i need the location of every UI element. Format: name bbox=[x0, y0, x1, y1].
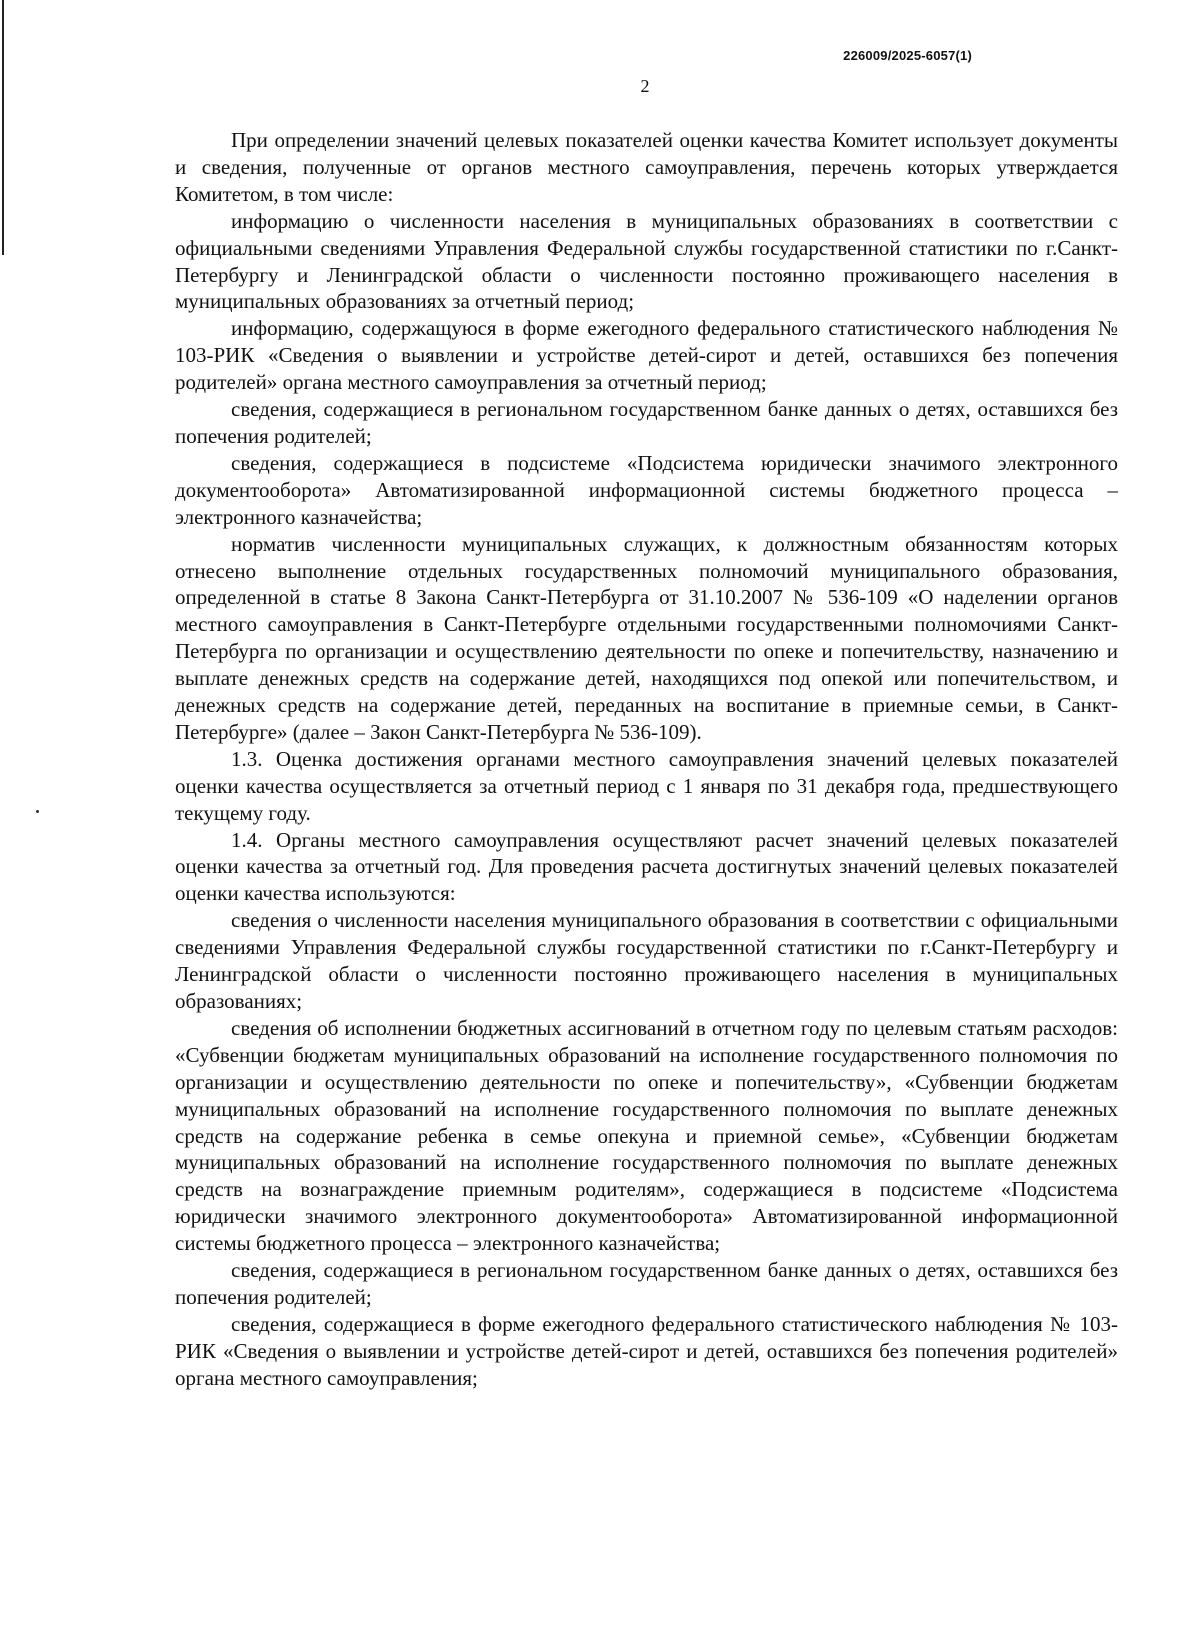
paragraph: 1.4. Органы местного самоуправления осуществляют расчет значений целевых показателей оценки качества за отчетный год. Для проведения расчета достигнутых значений целевых показателей оценки качества используются: bbox=[175, 827, 1118, 906]
paragraph: сведения, содержащиеся в региональном государственном банке данных о детях, оставшихся без попечения родителей; bbox=[175, 397, 1118, 448]
paragraph: норматив численности муниципальных служащих, к должностным обязанностям которых отнесено выполнение отдельных государственных полномочий муниципального образования, определенной в статье 8 Закона Санкт-Петербурга от 31.10.2007 № 536-109 «О наделении органов местного самоуправления в Санкт-Петербурге отдельными государственными полномочиями Санкт-Петербурга по организации и осуществлению деятельности по опеке и попечительству, назначению и выплате денежных средств на содержание детей, находящихся под опекой или попечительством, и денежных средств на содержание детей, переданных на воспитание в приемные семьи, в Санкт-Петербурге» (далее – Закон Санкт-Петербурга № 536-109). bbox=[175, 531, 1118, 744]
paragraph: сведения о численности населения муниципального образования в соответствии с официальными сведениями Управления Федеральной службы государственной статистики по г.Санкт-Петербургу и Ленинградской области о численности постоянно проживающего населения в муниципальных образованиях; bbox=[175, 908, 1118, 1013]
scan-edge-mark bbox=[2, 0, 4, 255]
document-body bbox=[175, 127, 1118, 1392]
paragraph: сведения, содержащиеся в региональном государственном банке данных о детях, оставшихся без попечения родителей; bbox=[175, 1258, 1118, 1309]
paragraph: сведения об исполнении бюджетных ассигнований в отчетном году по целевым статьям расходов: «Субвенции бюджетам муниципальных образований на исполнение государственного полномочия по организации и осуществлению деятельности по опеке и попечительству», «Субвенции бюджетам муниципальных образований на исполнение государственного полномочия по выплате денежных средств на содержание ребенка в семье опекуна и приемной семье», «Субвенции бюджетам муниципальных образований на исполнение государственного полномочия по выплате денежных средств на вознаграждение приемным родителям», содержащиеся в подсистеме «Подсистема юридически значимого электронного документооборота» Автоматизированной информационной системы бюджетного процесса – электронного казначейства; bbox=[175, 1015, 1118, 1256]
paragraph: сведения, содержащиеся в форме ежегодного федерального статистического наблюдения № 103-РИК «Сведения о выявлении и устройстве детей-сирот и детей, оставшихся без попечения родителей» органа местного самоуправления; bbox=[175, 1311, 1118, 1390]
paragraph: информацию, содержащуюся в форме ежегодного федерального статистического наблюдения № 103-РИК «Сведения о выявлении и устройстве детей-сирот и детей, оставшихся без попечения родителей» органа местного самоуправления за отчетный период; bbox=[175, 316, 1118, 395]
paragraph: сведения, содержащиеся в подсистеме «Подсистема юридически значимого электронного документооборота» Автоматизированной информационной системы бюджетного процесса – электронного казначейства; bbox=[175, 450, 1118, 529]
paragraph: При определении значений целевых показателей оценки качества Комитет использует документы и сведения, полученные от органов местного самоуправления, перечень которых утверждается Комитетом, в том числе: bbox=[175, 128, 1118, 206]
scan-dot-mark bbox=[36, 810, 39, 813]
page-number: 2 bbox=[640, 76, 650, 96]
document-id: 226009/2025-6057(1) bbox=[843, 48, 972, 63]
paragraph: информацию о численности населения в муниципальных образованиях в соответствии с официальными сведениями Управления Федеральной службы государственной статистики по г.Санкт-Петербургу и Ленинградской области о численности постоянно проживающего населения в муниципальных образованиях за отчетный период; bbox=[175, 208, 1118, 314]
paragraph: 1.3. Оценка достижения органами местного самоуправления значений целевых показателей оценки качества осуществляется за отчетный период с 1 января по 31 декабря года, предшествующего текущему году. bbox=[175, 746, 1118, 825]
